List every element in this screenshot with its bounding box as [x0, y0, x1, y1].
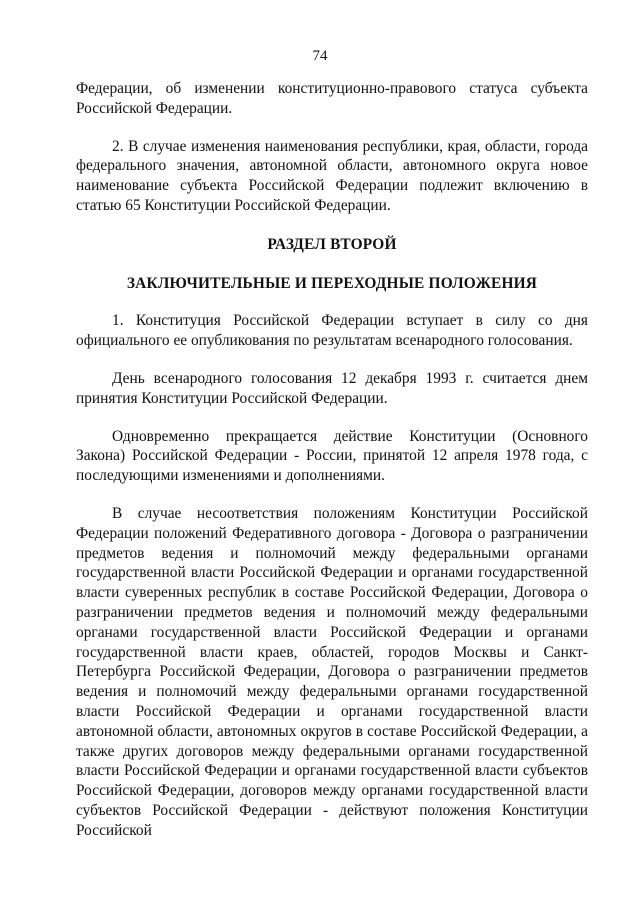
- paragraph-continuation: Федерации, об изменении конституционно-правового статуса субъекта Российской Федерации.: [76, 80, 588, 117]
- paragraph-federative-treaty: В случае несоответствия положениям Конституции Российской Федерации положений Федеративного договора - Договора о разграничении предметов ведения и полномочий между федеральными органами государственной власти Российской Федерации и органами государственной власти суверенных республик в составе Российской Федерации, Договора о разграничении предметов ведения и полномочий между федеральными органами государственной власти Российской Федерации и органами государственной власти краев, областей, городов Москвы и Санкт-Петербурга Российской Федерации, Договора о разграничении предметов ведения и полномочий между федеральными органами государственной власти Российской Федерации и органами государственной власти автономной области, автономных округов в составе Российской Федерации, а также других договоров между федеральными органами государственной власти Российской Федерации и органами государственной власти субъектов Российской Федерации, договоров между органами государственной власти субъектов Российской Федерации - действуют положения Конституции Российской: [76, 504, 588, 839]
- paragraph-item-1: 1. Конституция Российской Федерации вступает в силу со дня официального ее опубликования по результатам всенародного голосования.: [76, 312, 588, 350]
- page-number: 74: [312, 48, 328, 64]
- paragraph-termination: Одновременно прекращается действие Конституции (Основного Закона) Российской Федерации - России, принятой 12 апреля 1978 года, с последующими изменениями и дополнениями.: [76, 427, 588, 485]
- section-heading: РАЗДЕЛ ВТОРОЙ: [267, 235, 397, 253]
- paragraph-item-2: 2. В случае изменения наименования республики, края, области, города федерального значения, автономной области, автономного округа новое наименование субъекта Российской Федерации подлежит включению в статью 65 Конституции Российской Федерации.: [76, 137, 588, 214]
- paragraph-voting-day: День всенародного голосования 12 декабря 1993 г. считается днем принятия Конституции Российской Федерации.: [76, 369, 588, 407]
- section-title: ЗАКЛЮЧИТЕЛЬНЫЕ И ПЕРЕХОДНЫЕ ПОЛОЖЕНИЯ: [126, 274, 538, 292]
- document-body: [76, 79, 588, 841]
